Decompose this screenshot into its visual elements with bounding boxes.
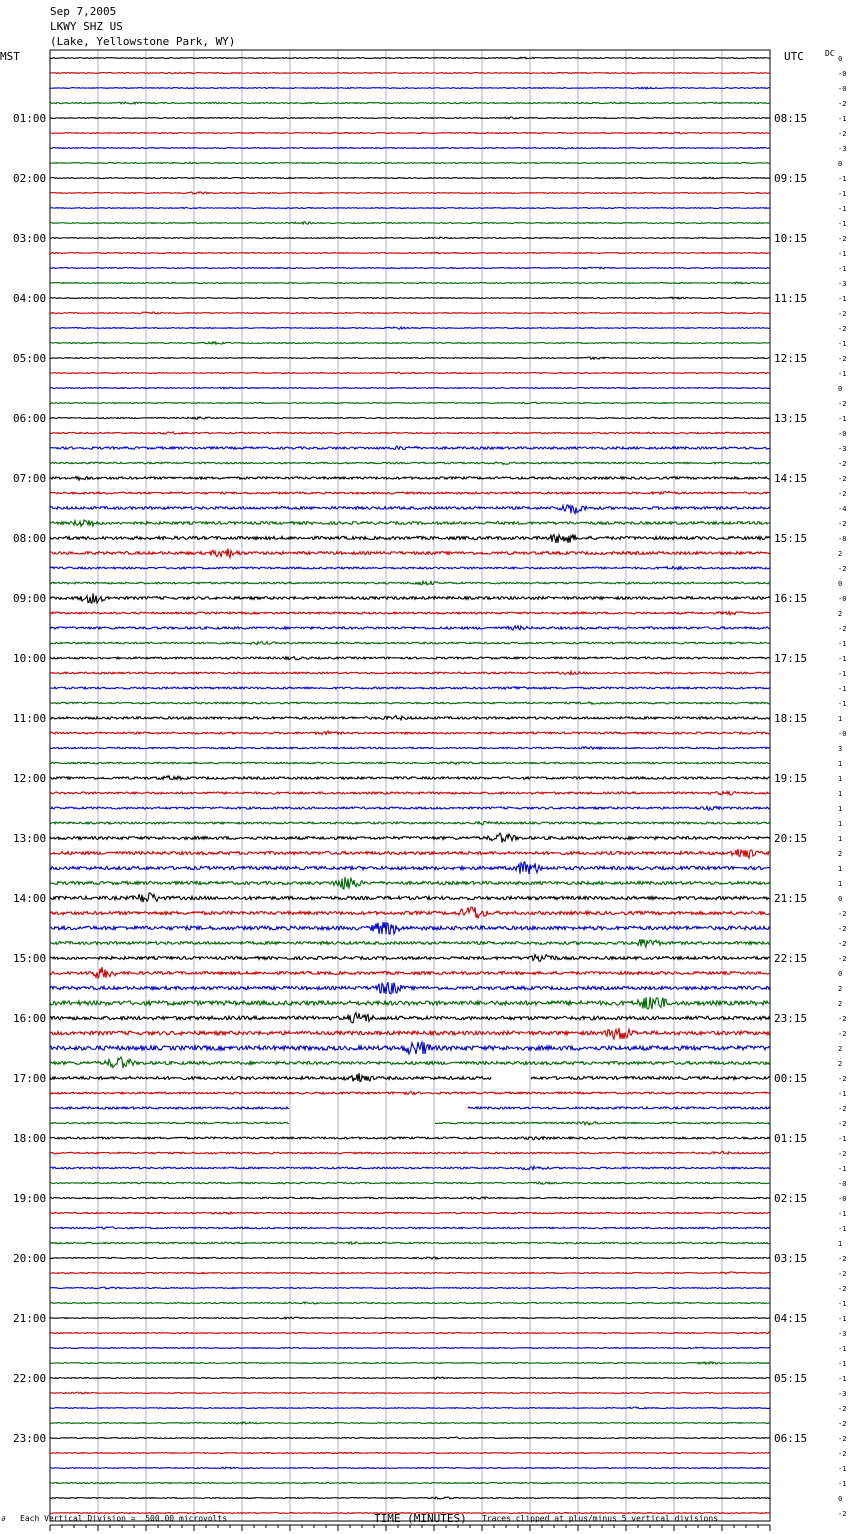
dc-offset-label: -2 [838,625,847,633]
utc-hour-label: 05:15 [774,1372,808,1385]
seismic-trace [50,862,770,874]
mst-hour-label: 22:00 [13,1372,47,1385]
mst-hour-label: 18:00 [13,1132,47,1145]
dc-offset-label: -1 [838,1210,847,1218]
seismic-trace [50,657,770,660]
mst-hour-label: 14:00 [13,892,47,905]
seismic-trace [50,1013,770,1023]
utc-hour-label: 01:15 [774,1132,808,1145]
utc-hour-label: 20:15 [774,832,808,845]
seismic-trace [50,237,770,239]
dc-offset-label: -1 [838,250,847,258]
mst-hour-label: 15:00 [13,952,47,965]
dc-offset-label: -1 [838,1315,847,1323]
seismic-trace [50,1227,770,1229]
mst-hour-label: 06:00 [13,412,47,425]
seismic-trace [50,372,770,374]
dc-offset-label: 1 [838,835,843,843]
dc-offset-label: -1 [838,1480,847,1488]
dc-offset-label: -1 [838,700,847,708]
utc-hour-label: 13:15 [774,412,808,425]
utc-hour-label: 14:15 [774,472,808,485]
dc-offset-label: 1 [838,715,843,723]
dc-offset-label: 0 [838,385,843,393]
dc-offset-label: -3 [838,280,847,288]
dc-offset-label: -1 [838,175,847,183]
seismic-trace [50,1452,770,1454]
seismic-trace [50,462,770,464]
dc-offset-label: -2 [838,400,847,408]
seismic-trace [50,997,770,1009]
dc-offset-label: -1 [838,1345,847,1353]
dc-offset-label: -1 [838,295,847,303]
right-timezone-label: UTC [784,50,804,63]
seismic-trace [50,1242,770,1245]
dc-offset-label: -1 [838,1375,847,1383]
seismic-trace [50,776,770,780]
dc-offset-label: 0 [838,970,843,978]
seismic-trace [50,102,770,104]
x-axis-label: TIME (MINUTES) [374,1512,467,1525]
dc-offset-label: -4 [838,505,847,513]
seismic-trace [50,1392,770,1394]
seismic-trace [50,671,770,674]
dc-offset-label: -8 [838,535,847,543]
utc-hour-label: 16:15 [774,592,808,605]
seismic-trace [50,222,770,224]
dc-offset-label: -0 [838,70,847,78]
dc-offset-label: -1 [838,1090,847,1098]
utc-hour-label: 23:15 [774,1012,808,1025]
dc-offset-label: 2 [838,550,843,558]
seismic-trace [50,566,770,569]
dc-offset-label: -2 [838,325,847,333]
mst-hour-label: 20:00 [13,1252,47,1265]
seismic-trace [50,342,770,344]
dc-offset-label: -2 [838,1015,847,1023]
seismic-trace [50,1467,770,1469]
dc-offset-label: -3 [838,1390,847,1398]
seismic-trace [50,1042,770,1054]
dc-offset-label: -2 [838,1105,847,1113]
mst-hour-label: 08:00 [13,532,47,545]
seismic-trace [50,402,770,404]
seismic-trace [50,1407,770,1409]
dc-offset-label: 0 [838,580,843,588]
mst-hour-label: 11:00 [13,712,47,725]
mst-hour-label: 12:00 [13,772,47,785]
seismic-trace [50,72,770,74]
dc-offset-label: -0 [838,1195,847,1203]
dc-offset-label: -2 [838,1405,847,1413]
seismic-trace [50,132,770,134]
dc-offset-label: -2 [838,565,847,573]
seismic-trace [50,1302,770,1304]
dc-offset-label: 2 [838,1045,843,1053]
mst-hour-label: 03:00 [13,232,47,245]
dc-offset-label: -2 [838,235,847,243]
dc-offset-label: -2 [838,1120,847,1128]
dc-offset-label: 2 [838,985,843,993]
seismic-trace [50,548,770,557]
mst-hour-label: 19:00 [13,1192,47,1205]
seismic-trace [50,1347,770,1349]
seismic-trace [50,731,770,735]
seismic-trace [50,581,770,585]
seismic-trace [50,1107,770,1109]
seismic-trace [50,207,770,208]
dc-offset-label: -3 [838,1330,847,1338]
dc-offset-label: -2 [838,310,847,318]
dc-offset-label: -3 [838,145,847,153]
seismic-trace [50,593,770,603]
seismic-trace [50,297,770,299]
seismic-trace [50,117,770,119]
dc-offset-label: -2 [838,955,847,963]
mst-hour-label: 05:00 [13,352,47,365]
dc-label: DC [825,49,835,58]
seismic-trace [50,626,770,630]
seismic-trace [50,716,770,720]
seismic-trace [50,877,770,889]
left-timezone-label: MST [0,50,20,63]
seismic-trace [50,177,770,179]
dc-offset-label: -2 [838,1075,847,1083]
utc-hour-label: 22:15 [774,952,808,965]
dc-offset-label: -2 [838,940,847,948]
seismic-trace [50,1212,770,1214]
mst-hour-label: 09:00 [13,592,47,605]
mst-hour-label: 02:00 [13,172,47,185]
seismic-trace [50,1332,770,1334]
seismic-trace [50,1028,770,1039]
seismic-trace [50,1422,770,1424]
seismic-trace [50,1362,770,1364]
utc-hour-label: 17:15 [774,652,808,665]
dc-offset-label: -2 [838,520,847,528]
header-location: (Lake, Yellowstone Park, WY) [50,35,236,48]
dc-offset-label: 2 [838,850,843,858]
dc-offset-label: -2 [838,475,847,483]
dc-offset-label: -1 [838,1360,847,1368]
plot-frame [50,50,770,1521]
seismic-trace [50,1137,770,1140]
dc-offset-label: -1 [838,1300,847,1308]
utc-hour-label: 10:15 [774,232,808,245]
seismic-trace [50,267,770,268]
dc-offset-label: -2 [838,1450,847,1458]
seismic-trace [50,87,770,89]
utc-hour-label: 06:15 [774,1432,808,1445]
dc-offset-label: -1 [838,670,847,678]
seismic-trace [50,417,770,420]
dc-offset-label: -3 [838,445,847,453]
clip-note: Traces clipped at plus/minus 5 vertical divisions [482,1514,719,1523]
dc-offset-label: -1 [838,1465,847,1473]
mst-hour-label: 21:00 [13,1312,47,1325]
seismic-trace [50,1091,770,1094]
seismic-trace [50,1197,770,1199]
dc-offset-label: -1 [838,685,847,693]
dc-offset-label: 2 [838,1060,843,1068]
dc-offset-label: -2 [838,1150,847,1158]
dc-offset-label: -1 [838,190,847,198]
corner-mark: ∂ [1,1514,6,1523]
seismic-trace [50,907,770,918]
seismic-trace [50,611,770,614]
dc-offset-label: -1 [838,640,847,648]
utc-hour-label: 12:15 [774,352,808,365]
seismic-trace [50,642,770,645]
dc-offset-label: -2 [838,1510,847,1518]
seismic-trace [50,833,770,842]
dc-offset-label: -1 [838,265,847,273]
dc-offset-label: -1 [838,415,847,423]
seismic-trace [50,967,770,978]
seismic-trace [50,327,770,329]
seismic-trace [50,1272,770,1274]
seismic-trace [50,1257,770,1259]
dc-offset-label: -2 [838,1270,847,1278]
seismic-trace [50,477,770,481]
seismic-trace [50,1057,770,1068]
seismic-trace [50,922,770,934]
seismic-trace [50,806,770,810]
seismic-trace [50,432,770,434]
seismic-trace [50,1182,770,1184]
mst-hour-label: 13:00 [13,832,47,845]
dc-offset-label: 1 [838,1240,843,1248]
seismic-trace [50,821,770,825]
scale-note: Each Vertical Division = 500.00 microvolts [20,1514,228,1523]
seismic-trace [50,687,770,689]
dc-offset-label: 1 [838,790,843,798]
utc-hour-label: 21:15 [774,892,808,905]
seismic-trace [50,849,770,858]
seismic-trace [50,252,770,254]
seismic-trace [50,1151,770,1154]
dc-offset-label: 1 [838,775,843,783]
mst-hour-label: 04:00 [13,292,47,305]
dc-offset-label: 1 [838,805,843,813]
dc-offset-label: 1 [838,880,843,888]
mst-hour-label: 07:00 [13,472,47,485]
seismic-trace [50,282,770,284]
mst-hour-label: 17:00 [13,1072,47,1085]
dc-offset-label: 1 [838,865,843,873]
seismic-trace [50,520,770,526]
seismic-trace [50,147,770,149]
seismic-trace [50,1073,770,1081]
seismic-trace [50,893,770,902]
dc-offset-label: 2 [838,610,843,618]
seismic-trace [50,1122,770,1125]
utc-hour-label: 00:15 [774,1072,808,1085]
dc-offset-label: 0 [838,55,843,63]
seismic-trace [50,982,770,994]
dc-offset-label: 0 [838,160,843,168]
dc-offset-label: 0 [838,1495,843,1503]
dc-offset-label: -1 [838,340,847,348]
mst-hour-label: 23:00 [13,1432,47,1445]
seismic-trace [50,491,770,494]
seismic-trace [50,192,770,194]
dc-offset-label: -2 [838,460,847,468]
dc-offset-label: 3 [838,745,843,753]
dc-offset-label: -2 [838,925,847,933]
utc-hour-label: 03:15 [774,1252,808,1265]
seismic-trace [50,1497,770,1499]
seismic-trace [50,312,770,314]
utc-hour-label: 09:15 [774,172,808,185]
utc-hour-label: 19:15 [774,772,808,785]
utc-hour-label: 15:15 [774,532,808,545]
dc-offset-label: -1 [838,205,847,213]
utc-hour-label: 18:15 [774,712,808,725]
dc-offset-label: -2 [838,130,847,138]
seismic-trace [50,702,770,705]
dc-offset-label: -2 [838,490,847,498]
dc-offset-label: -2 [838,910,847,918]
dc-offset-label: 0 [838,895,843,903]
seismic-trace [50,446,770,450]
dc-offset-label: -2 [838,1435,847,1443]
mst-hour-label: 10:00 [13,652,47,665]
seismic-trace [50,57,770,59]
seismic-trace [50,1166,770,1170]
dc-offset-label: -0 [838,430,847,438]
dc-offset-label: -1 [838,1225,847,1233]
seismic-trace [50,762,770,765]
dc-offset-label: -0 [838,1180,847,1188]
seismic-trace [50,1377,770,1379]
seismic-trace [50,357,770,359]
seismic-trace [50,387,770,389]
dc-offset-label: 1 [838,760,843,768]
seismic-trace [50,1317,770,1319]
seismic-trace [50,162,770,164]
utc-hour-label: 02:15 [774,1192,808,1205]
seismic-trace [50,1482,770,1483]
dc-offset-label: -2 [838,1420,847,1428]
seismic-trace [50,747,770,750]
mst-hour-label: 01:00 [13,112,47,125]
dc-offset-label: -1 [838,220,847,228]
dc-offset-label: -1 [838,115,847,123]
dc-offset-label: -2 [838,100,847,108]
dc-offset-label: -2 [838,355,847,363]
dc-offset-label: -2 [838,1255,847,1263]
seismic-trace [50,939,770,947]
dc-offset-label: -2 [838,1285,847,1293]
seismic-trace [50,505,770,514]
seismic-trace [50,791,770,794]
seismic-trace [50,1287,770,1289]
header-date: Sep 7,2005 [50,5,117,18]
dc-offset-label: -1 [838,1165,847,1173]
mst-hour-label: 16:00 [13,1012,47,1025]
dc-offset-label: -0 [838,85,847,93]
dc-offset-label: -0 [838,595,847,603]
seismic-trace [50,1437,770,1439]
utc-hour-label: 11:15 [774,292,808,305]
utc-hour-label: 08:15 [774,112,808,125]
header-station: LKWY SHZ US [50,20,123,33]
dc-offset-label: 1 [838,820,843,828]
dc-offset-label: -1 [838,655,847,663]
dc-offset-label: -1 [838,370,847,378]
utc-hour-label: 04:15 [774,1312,808,1325]
dc-offset-label: -0 [838,730,847,738]
seismic-trace [50,955,770,962]
dc-offset-label: 2 [838,1000,843,1008]
seismic-trace [50,534,770,543]
dc-offset-label: -1 [838,1135,847,1143]
dc-offset-label: -2 [838,1030,847,1038]
